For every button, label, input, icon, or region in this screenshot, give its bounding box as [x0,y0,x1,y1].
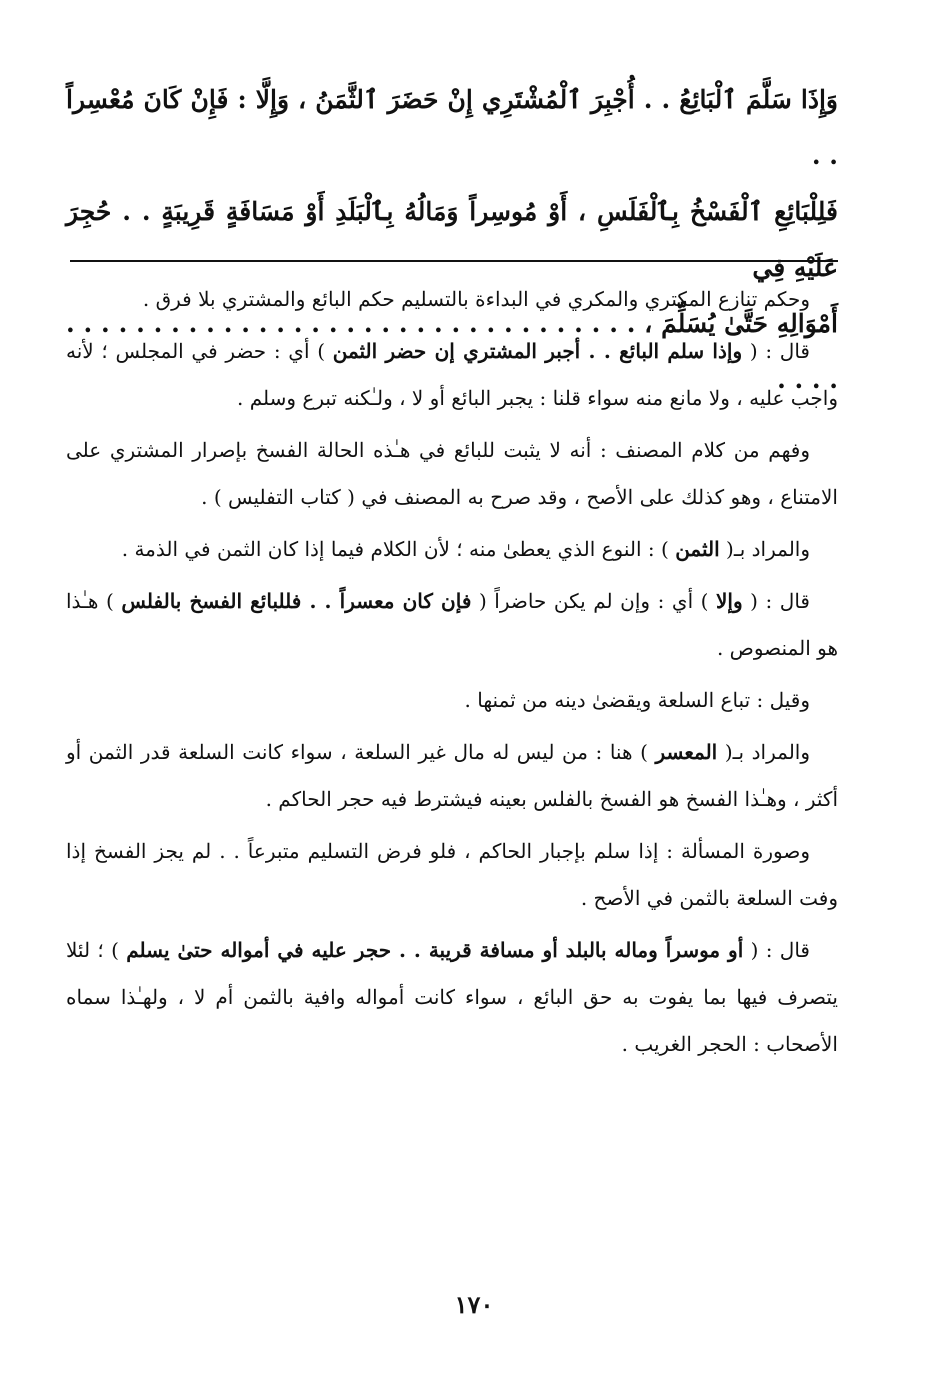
quoted-matn-text: وإذا سلم البائع . . أجبر المشتري إن حضر الثمن [332,339,743,363]
commentary-text: وصورة المسألة : إذا سلم بإجبار الحاكم ، فلو فرض التسليم متبرعاً . . لم يجز الفسخ إذا وفت السلعة بالثمن في الأصح . [66,839,838,910]
commentary-paragraph [66,427,838,521]
commentary-text: ) ؛ لئلا يتصرف فيها بما يفوت به حق البائع ، سواء كانت أمواله وافية بالثمن أم لا ، ولهـٰذا سماه الأصحاب : الحجر الغريب . [66,938,838,1056]
commentary-text: وقيل : تباع السلعة ويقضىٰ دينه من ثمنها . [464,688,810,712]
commentary-text: والمراد بـ( [719,537,810,561]
commentary-paragraph [66,578,838,672]
page-number: ١٧٠ [454,1290,494,1319]
commentary-text: وحكم تنازع المكتري والمكري في البداءة بالتسليم حكم البائع والمشتري بلا فرق . [142,287,810,311]
commentary-paragraph [66,927,838,1068]
commentary-paragraph [66,276,838,323]
commentary-paragraph [66,328,838,422]
commentary-text: ) هـٰذا هو المنصوص . [66,589,838,660]
matn-line: وَإِذَا سَلَّمَ ٱلْبَائِعُ . . أُجْبِرَ ٱلْمُشْتَرِي إِنْ حَضَرَ ٱلثَّمَنُ ، وَإِلَّا : فَإِنْ كَانَ مُعْسِراً . . [66,85,838,170]
quoted-matn-text: المعسر [655,740,718,764]
commentary-paragraph [66,828,838,922]
commentary-text: وفهم من كلام المصنف : أنه لا يثبت للبائع في هـٰذه الحالة الفسخ بإصرار المشتري على الامتناع ، وهو كذلك على الأصح ، وقد صرح به المصنف في ( كتاب التفليس ) . [66,438,838,509]
commentary-paragraph [66,677,838,724]
commentary-paragraph [66,526,838,573]
commentary-block [66,276,838,1073]
matn-line: فَلِلْبَائِعِ ٱلْفَسْخُ بِٱلْفَلَسِ ، أَوْ مُوسِراً وَمَالُهُ بِٱلْبَلَدِ أَوْ مَسَافَةٍ قَرِيبَةٍ . . حُجِرَ عَلَيْهِ فِي [66,197,838,282]
commentary-paragraph [66,729,838,823]
separator-rule [70,260,838,262]
quoted-matn-text: الثمن [675,537,720,561]
commentary-text: والمراد بـ( [717,740,810,764]
matn-line: أَمْوَالِهِ حَتَّىٰ يُسَلِّمَ ، . . . . . . . . . . . . . . . . . . . . . . . . . . . . . . . . . . . . . [66,309,838,394]
commentary-text: ) أي : وإن لم يكن حاضراً ( [471,589,717,613]
commentary-text: قال : ( [742,589,810,613]
commentary-text: ) : النوع الذي يعطىٰ منه ؛ لأن الكلام فيما إذا كان الثمن في الذمة . [121,537,676,561]
quoted-matn-text: أو موسراً وماله بالبلد أو مسافة قريبة . . حجر عليه في أمواله حتىٰ يسلم [126,938,744,962]
quoted-matn-text: فإن كان معسراً . . فللبائع الفسخ بالفلس [121,589,472,613]
commentary-text: قال : ( [743,938,810,962]
commentary-text: ) أي : حضر في المجلس ؛ لأنه واجب عليه ، ولا مانع منه سواء قلنا : يجبر البائع أو لا ، ولـٰكنه تبرع وسلم . [66,339,838,410]
quoted-matn-text: وإلا [716,589,743,613]
commentary-text: ) هنا : من ليس له مال غير السلعة ، سواء كانت السلعة قدر الثمن أو أكثر ، وهـٰذا الفسخ هو الفسخ بالفلس بعينه فيشترط فيه حجر الحاكم . [66,740,838,811]
commentary-text: قال : ( [742,339,810,363]
